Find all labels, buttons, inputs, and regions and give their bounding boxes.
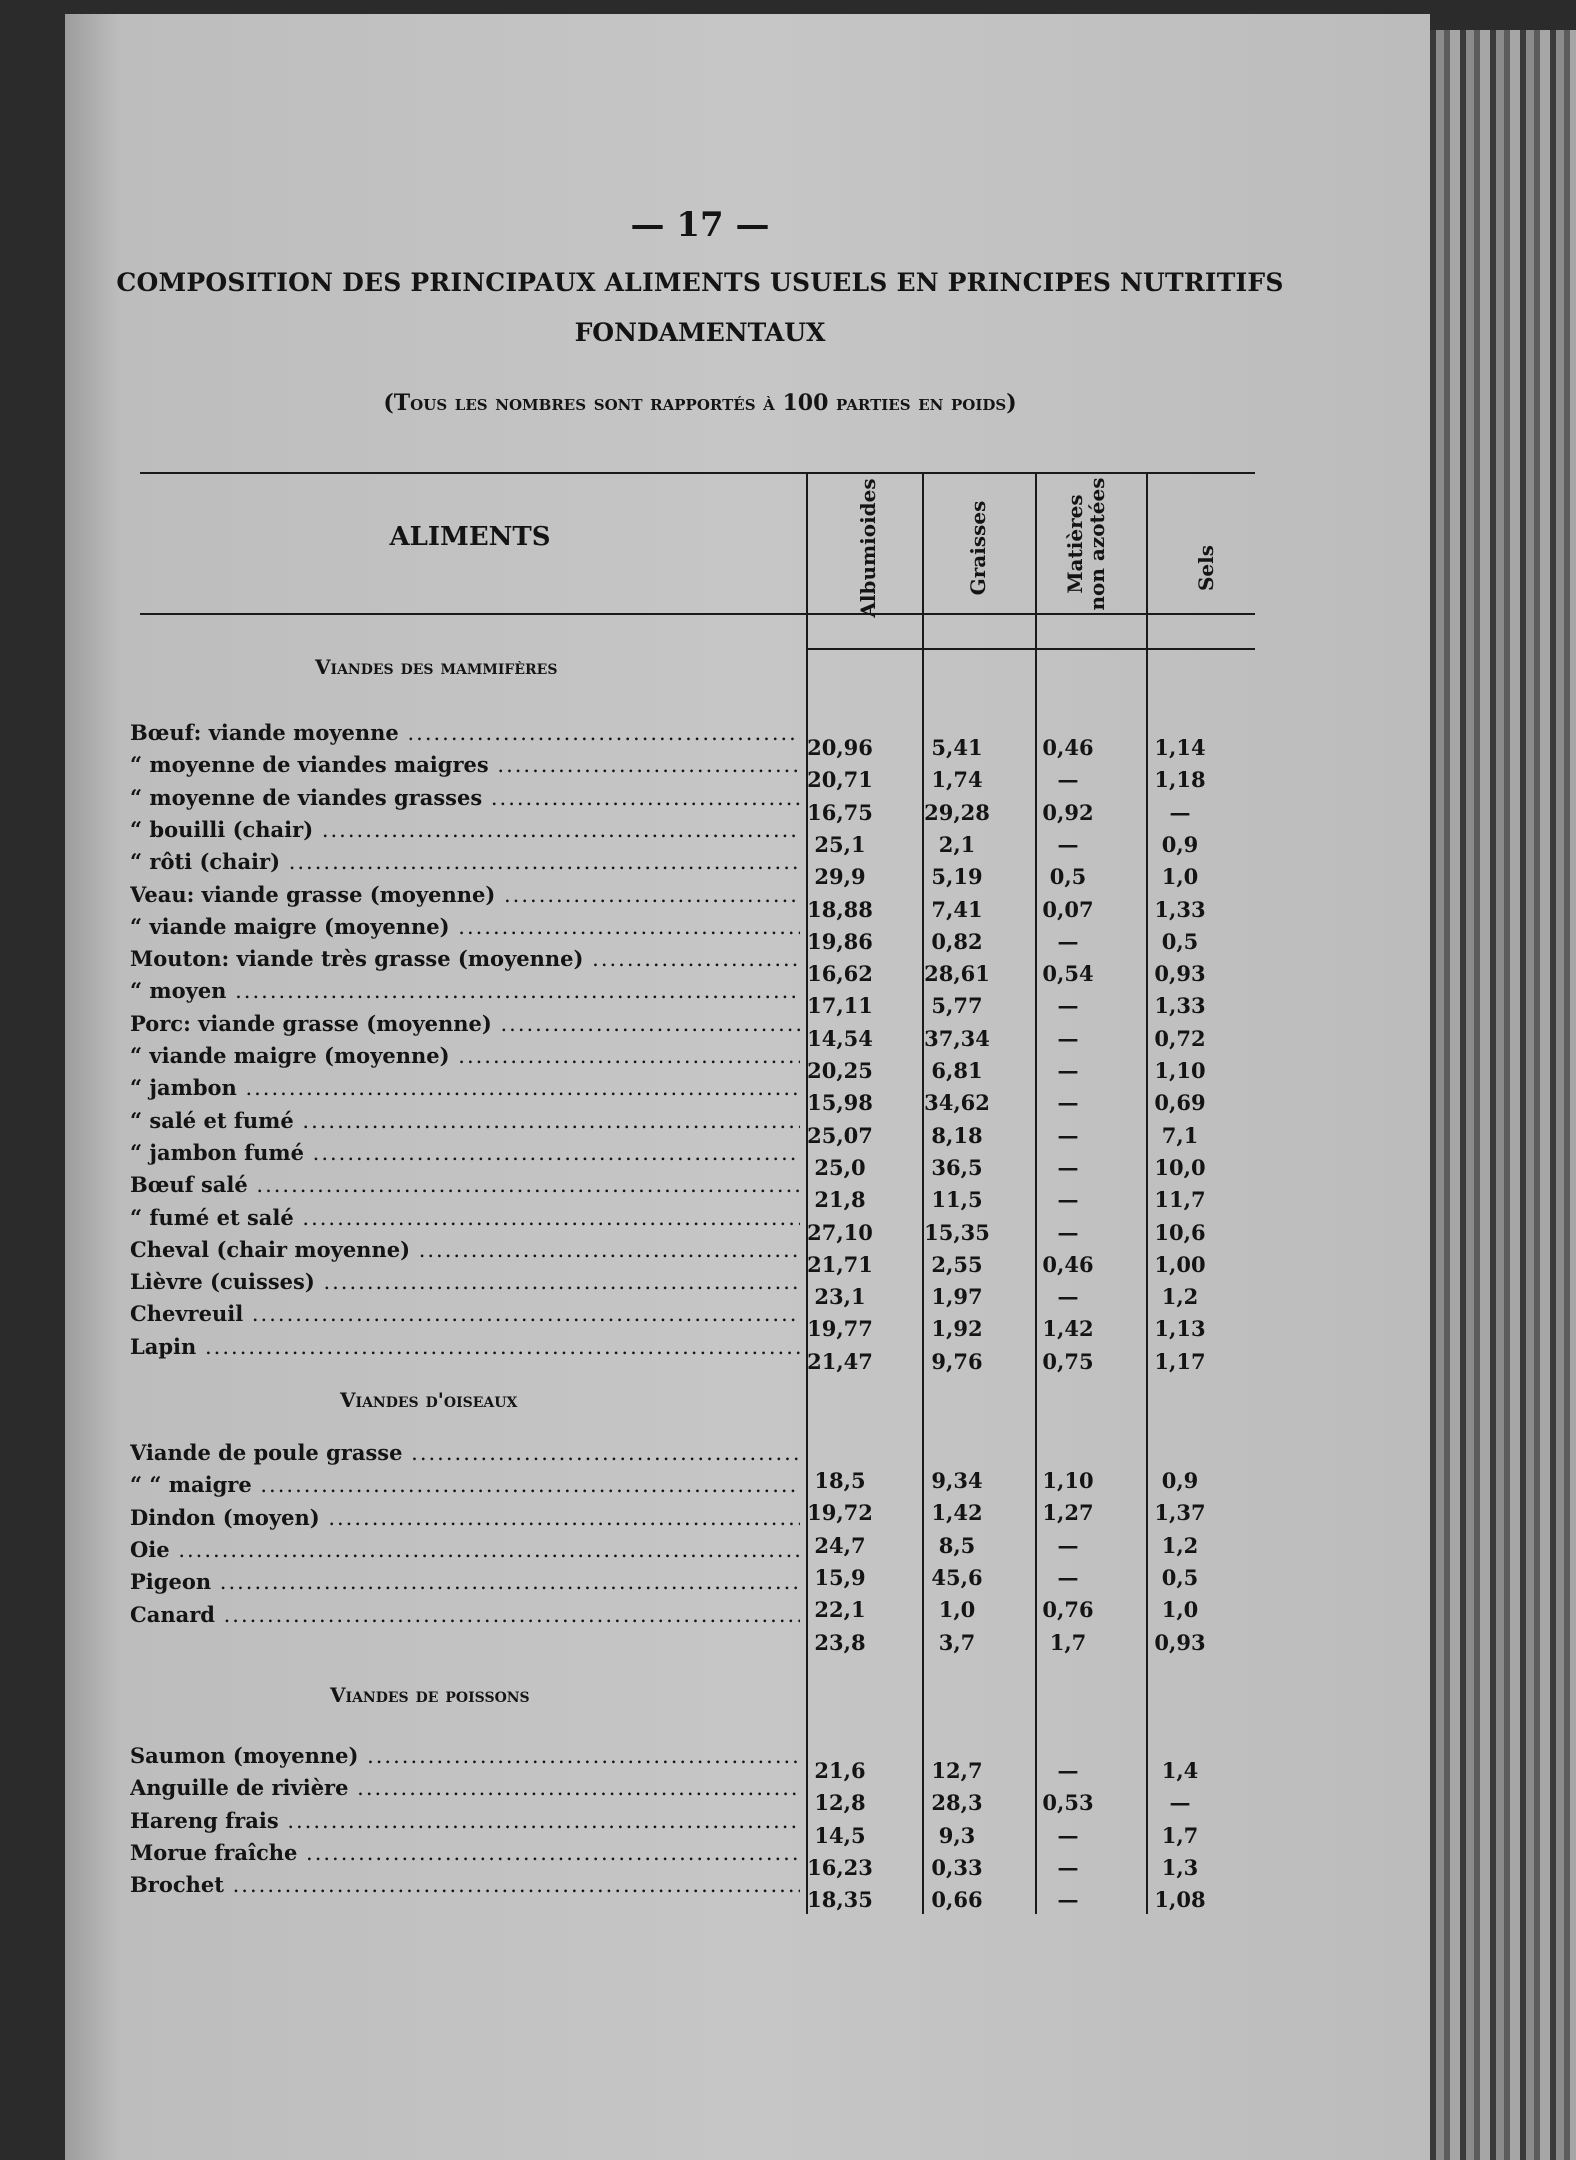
table-cell: 15,98	[807, 1090, 873, 1116]
table-cell: 37,34	[924, 1025, 990, 1051]
table-cell: 5,19	[931, 864, 983, 890]
table-subtitle: (Tous les nombres sont rapportés à 100 parties en poids)	[383, 390, 1017, 416]
table-cell: 0,53	[1042, 1790, 1094, 1816]
table-cell: 1,7	[1049, 1629, 1087, 1655]
table-cell: —	[1057, 993, 1079, 1019]
table-cell: 24,7	[814, 1532, 866, 1558]
table-cell: 8,18	[931, 1122, 983, 1148]
row-label: Canard .....	[130, 1602, 800, 1627]
table-cell: 1,33	[1154, 896, 1206, 922]
table-cell: 0,72	[1154, 1025, 1206, 1051]
row-label: Lièvre (cuisses) .....	[130, 1269, 800, 1294]
table-cell: 20,71	[807, 767, 873, 793]
table-cell: 1,2	[1161, 1284, 1199, 1310]
table-cell: —	[1057, 1822, 1079, 1848]
row-label: “ jambon .....	[130, 1075, 800, 1100]
column-header-graisses: Graisses	[966, 500, 990, 596]
table-cell: 28,61	[924, 961, 990, 987]
table-cell: —	[1057, 1532, 1079, 1558]
table-cell: 1,0	[938, 1597, 976, 1623]
table-cell: 1,37	[1154, 1500, 1206, 1526]
table-cell: 21,71	[807, 1251, 873, 1277]
column-header-sels: Sels	[1194, 544, 1218, 592]
table-cell: 10,6	[1154, 1219, 1206, 1245]
table-cell: —	[1057, 928, 1079, 954]
row-label: Oie .....	[130, 1537, 800, 1562]
row-label: “ fumé et salé .....	[130, 1205, 800, 1230]
row-label: “ jambon fumé .....	[130, 1140, 800, 1165]
table-cell: 8,5	[938, 1532, 976, 1558]
table-cell: 17,11	[807, 993, 873, 1019]
row-label: Lapin .....	[130, 1334, 800, 1359]
table-cell: 5,77	[931, 993, 983, 1019]
table-title-continued: FONDAMENTAUX	[574, 318, 826, 347]
row-label: “ moyenne de viandes maigres .....	[130, 752, 800, 777]
table-cell: —	[1057, 831, 1079, 857]
table-cell: 14,5	[814, 1822, 866, 1848]
table-cell: 1,33	[1154, 993, 1206, 1019]
table-cell: 0,46	[1042, 1251, 1094, 1277]
table-cell: 0,5	[1161, 1564, 1199, 1590]
table-cell: 34,62	[924, 1090, 990, 1116]
table-cell: 0,5	[1049, 864, 1087, 890]
table-cell: 10,0	[1154, 1154, 1206, 1180]
table-cell: 0,76	[1042, 1597, 1094, 1623]
table-cell: 0,92	[1042, 799, 1094, 825]
table-cell: 1,08	[1154, 1887, 1206, 1913]
table-cell: 1,27	[1042, 1500, 1094, 1526]
table-cell: 29,9	[814, 864, 866, 890]
row-label: “ salé et fumé .....	[130, 1108, 800, 1133]
row-label: Hareng frais .....	[130, 1808, 800, 1833]
table-cell: —	[1057, 1122, 1079, 1148]
table-cell: 1,42	[931, 1500, 983, 1526]
table-cell: 25,0	[814, 1154, 866, 1180]
table-cell: 19,77	[807, 1316, 873, 1342]
table-cell: 20,96	[807, 735, 873, 760]
table-cell: —	[1057, 1187, 1079, 1213]
table-cell: 1,10	[1042, 1468, 1094, 1493]
table-cell: 1,18	[1154, 767, 1206, 793]
table-cell: 22,1	[814, 1597, 866, 1623]
table-cell: 0,9	[1161, 1468, 1199, 1493]
table-cell: 18,88	[807, 896, 873, 922]
table-cell: 1,3	[1161, 1854, 1199, 1880]
row-label: Veau: viande grasse (moyenne) .....	[130, 882, 800, 907]
section-title: Viandes d'oiseaux	[340, 1388, 518, 1412]
table-cell: 1,14	[1154, 735, 1206, 760]
table-cell: 0,46	[1042, 735, 1094, 760]
table-cell: 0,93	[1154, 1629, 1206, 1655]
table-cell: —	[1057, 1219, 1079, 1245]
table-cell: 1,0	[1161, 864, 1199, 890]
table-cell: 0,66	[931, 1887, 983, 1913]
table-cell: 20,25	[807, 1058, 873, 1083]
row-label: Mouton: viande très grasse (moyenne) .....	[130, 946, 800, 971]
section-title: Viandes de poissons	[330, 1683, 530, 1707]
row-label: “ moyen .....	[130, 978, 800, 1003]
page-number: — 17 —	[630, 205, 770, 245]
column-header-aliments: ALIMENTS	[389, 522, 551, 552]
table-cell: 36,5	[931, 1154, 983, 1180]
table-cell: 2,55	[931, 1251, 983, 1277]
row-label: Dindon (moyen) .....	[130, 1505, 800, 1530]
table-cell: 1,7	[1161, 1822, 1199, 1848]
table-cell: 1,17	[1154, 1348, 1206, 1374]
row-label: “ rôti (chair) .....	[130, 849, 800, 874]
table-cell: 29,28	[924, 799, 990, 825]
table-cell: 1,74	[931, 767, 983, 793]
page-edges	[1430, 30, 1576, 2160]
column-header-albuminoides: Albumioides	[856, 478, 880, 618]
table-cell: 9,3	[938, 1822, 976, 1848]
table-cell: 28,3	[931, 1790, 983, 1816]
table-cell: 27,10	[807, 1219, 873, 1245]
table-cell: 5,41	[931, 735, 983, 760]
row-label: Cheval (chair moyenne) .....	[130, 1237, 800, 1262]
table-cell: 18,35	[807, 1887, 873, 1913]
table-cell: 16,75	[807, 799, 873, 825]
row-label: Morue fraîche .....	[130, 1840, 800, 1865]
table-cell: 0,69	[1154, 1090, 1206, 1116]
table-cell: 21,6	[814, 1758, 866, 1783]
table-cell: —	[1057, 1758, 1079, 1783]
table-cell: 23,1	[814, 1284, 866, 1310]
table-cell: 3,7	[938, 1629, 976, 1655]
table-cell: 7,41	[931, 896, 983, 922]
table-cell: 15,35	[924, 1219, 990, 1245]
table-cell: 9,34	[931, 1468, 983, 1493]
table-cell: —	[1057, 1025, 1079, 1051]
row-label: Brochet .....	[130, 1872, 800, 1897]
column-header-matieres-line1: Matières	[1063, 494, 1087, 594]
table-cell: 19,72	[807, 1500, 873, 1526]
header-rule-right	[808, 648, 1255, 650]
table-title: COMPOSITION DES PRINCIPAUX ALIMENTS USUELS EN PRINCIPES NUTRITIFS	[116, 268, 1284, 297]
table-cell: —	[1169, 799, 1191, 825]
table-cell: 0,33	[931, 1854, 983, 1880]
table-cell: —	[1169, 1790, 1191, 1816]
row-label: Porc: viande grasse (moyenne) .....	[130, 1011, 800, 1036]
column-header-matieres-non-azotees	[1064, 469, 1108, 619]
section-title: Viandes des mammifères	[315, 655, 558, 679]
table-cell: 11,7	[1154, 1187, 1206, 1213]
row-label: Viande de poule grasse .....	[130, 1440, 800, 1465]
table-cell: 1,2	[1161, 1532, 1199, 1558]
table-cell: 16,62	[807, 961, 873, 987]
table-cell: 1,92	[931, 1316, 983, 1342]
table-cell: 9,76	[931, 1348, 983, 1374]
row-label: “ bouilli (chair) .....	[130, 817, 800, 842]
table-cell: 1,00	[1154, 1251, 1206, 1277]
row-label: Anguille de rivière .....	[130, 1775, 800, 1800]
row-label: “ viande maigre (moyenne) .....	[130, 1043, 800, 1068]
row-label: Pigeon .....	[130, 1569, 800, 1594]
table-cell: 0,9	[1161, 831, 1199, 857]
row-label: “ moyenne de viandes grasses .....	[130, 785, 800, 810]
table-cell: —	[1057, 1090, 1079, 1116]
table-cell: —	[1057, 1887, 1079, 1913]
row-label: Saumon (moyenne) .....	[130, 1743, 800, 1768]
table-cell: 15,9	[814, 1564, 866, 1590]
table-cell: 0,82	[931, 928, 983, 954]
table-cell: 25,07	[807, 1122, 873, 1148]
column-header-matieres-line2: non azotées	[1085, 477, 1109, 611]
table-cell: 45,6	[931, 1564, 983, 1590]
row-label: Bœuf salé .....	[130, 1172, 800, 1197]
row-label: Bœuf: viande moyenne .....	[130, 720, 800, 745]
table-cell: 12,8	[814, 1790, 866, 1816]
table-cell: 1,97	[931, 1284, 983, 1310]
table-cell: 0,93	[1154, 961, 1206, 987]
table-cell: —	[1057, 1058, 1079, 1083]
table-cell: —	[1057, 1854, 1079, 1880]
row-label: “ viande maigre (moyenne) .....	[130, 914, 800, 939]
table-cell: 25,1	[814, 831, 866, 857]
table-cell: 0,54	[1042, 961, 1094, 987]
table-cell: 14,54	[807, 1025, 873, 1051]
table-cell: 18,5	[814, 1468, 866, 1493]
row-label: Chevreuil .....	[130, 1301, 800, 1326]
table-cell: 12,7	[931, 1758, 983, 1783]
table-cell: 1,10	[1154, 1058, 1206, 1083]
table-cell: 7,1	[1161, 1122, 1199, 1148]
table-cell: 11,5	[931, 1187, 983, 1213]
table-cell: 1,4	[1161, 1758, 1199, 1783]
table-cell: —	[1057, 767, 1079, 793]
table-cell: 1,0	[1161, 1597, 1199, 1623]
table-cell: —	[1057, 1564, 1079, 1590]
table-cell: 21,47	[807, 1348, 873, 1374]
table-cell: 0,75	[1042, 1348, 1094, 1374]
table-cell: 0,5	[1161, 928, 1199, 954]
table-cell: 16,23	[807, 1854, 873, 1880]
table-cell: 2,1	[938, 831, 976, 857]
table-cell: 1,42	[1042, 1316, 1094, 1342]
row-label: “ “ maigre .....	[130, 1472, 800, 1497]
table-cell: —	[1057, 1284, 1079, 1310]
table-cell: —	[1057, 1154, 1079, 1180]
table-cell: 21,8	[814, 1187, 866, 1213]
table-cell: 6,81	[931, 1058, 983, 1083]
table-cell: 0,07	[1042, 896, 1094, 922]
table-cell: 19,86	[807, 928, 873, 954]
table-cell: 1,13	[1154, 1316, 1206, 1342]
table-cell: 23,8	[814, 1629, 866, 1655]
